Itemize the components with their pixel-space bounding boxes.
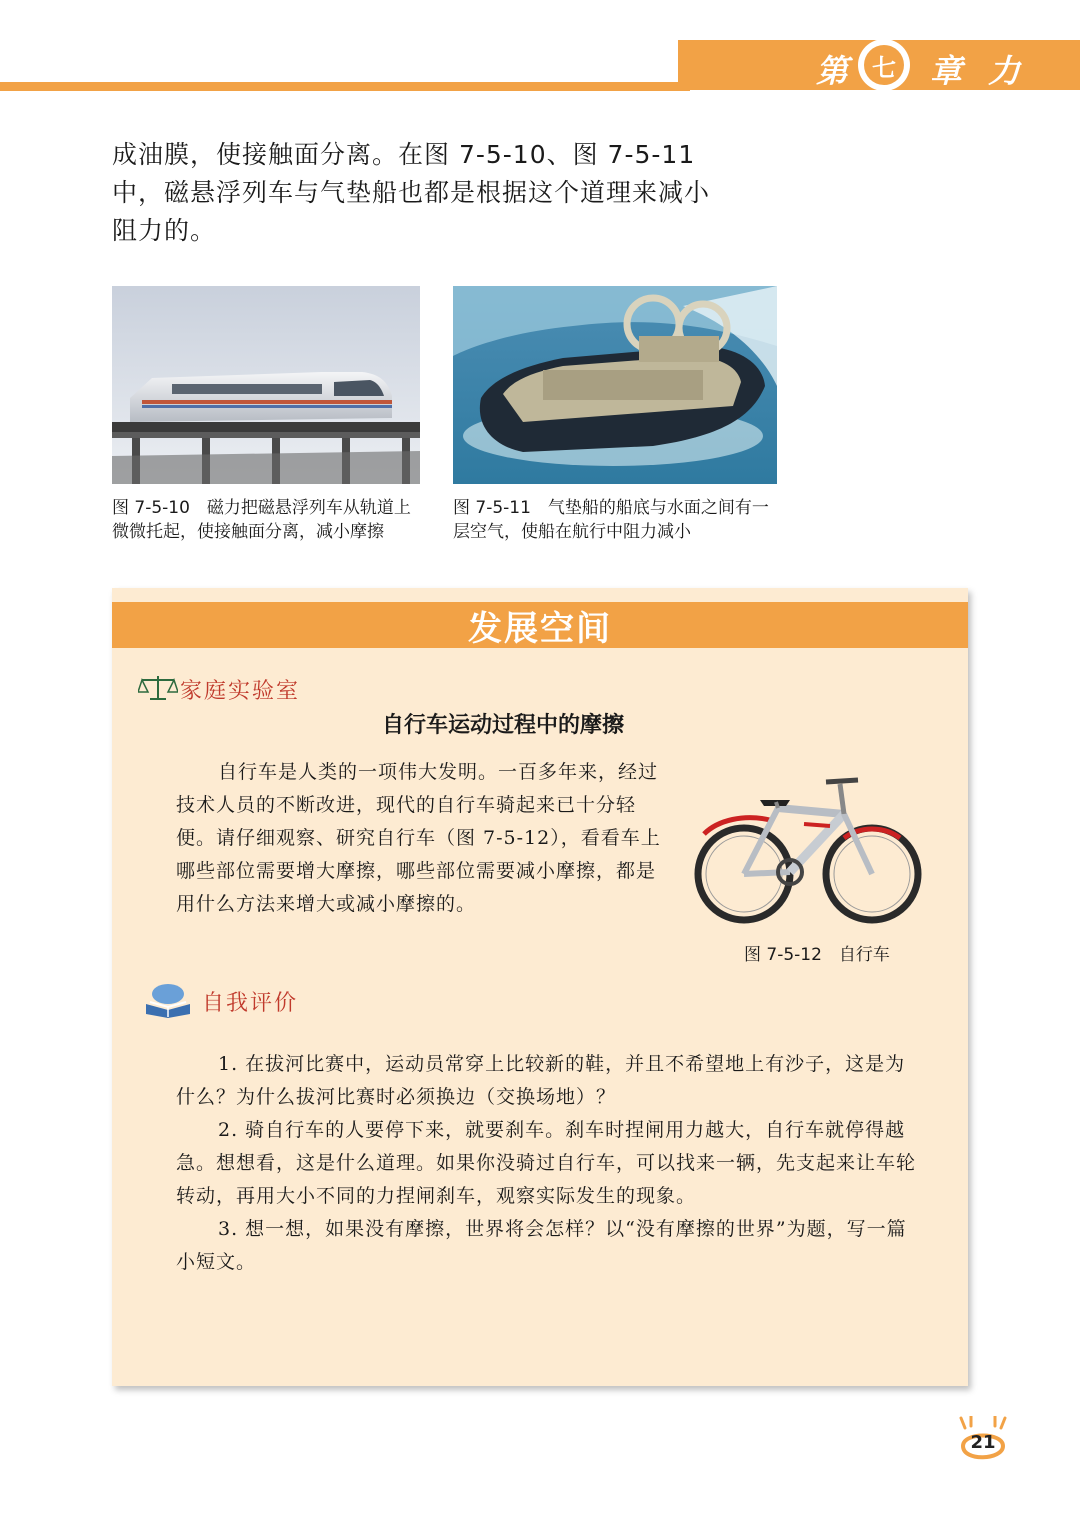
- page-number-badge: [955, 1416, 1011, 1466]
- chapter-prefix: 第: [816, 52, 849, 90]
- panel-title: 发展空间: [468, 608, 612, 649]
- home-lab-text: [176, 756, 666, 921]
- maglev-train-photo: [112, 286, 420, 484]
- panel-title-bar: [112, 602, 968, 648]
- self-eval-label: 自我评价: [202, 991, 299, 1016]
- chapter-name: 力: [988, 52, 1021, 90]
- chapter-header-tab: [678, 40, 1080, 90]
- figure-caption-bicycle: 图 7-5-12 自行车: [744, 945, 890, 965]
- question-item: 3. 想一想，如果没有摩擦，世界将会怎样？以“没有摩擦的世界”为题，写一篇小短文。: [176, 1218, 907, 1273]
- hovercraft-photo: [453, 286, 777, 484]
- home-lab-subtitle: 自行车运动过程中的摩擦: [382, 713, 625, 738]
- page-number: 21: [970, 1432, 996, 1453]
- chapter-suffix: 章: [930, 52, 963, 90]
- question-item: 1. 在拔河比赛中，运动员常穿上比较新的鞋，并且不希望地上有沙子，这是为什么？为什么拔河比赛时必须换边（交换场地）？: [176, 1053, 906, 1108]
- header-rule: [0, 82, 690, 91]
- figure-caption-hovercraft: 图 7-5-11 气垫船的船底与水面之间有一层空气，使船在航行中阻力减小: [453, 498, 769, 542]
- open-book-icon: [142, 982, 194, 1022]
- figure-caption-maglev: 图 7-5-10 磁力把磁悬浮列车从轨道上微微托起，使接触面分离，减小摩擦: [112, 498, 411, 542]
- chapter-number: 七: [864, 45, 904, 85]
- intro-paragraph: 成油膜，使接触面分离。在图 7-5-10、图 7-5-11 中，磁悬浮列车与气垫船也都是根据这个道理来减小阻力的。: [112, 140, 711, 245]
- home-lab-label: 家庭实验室: [180, 679, 301, 704]
- chapter-number-badge: [858, 39, 910, 91]
- bicycle-photo: [694, 764, 924, 930]
- self-eval-questions: [176, 1048, 922, 1279]
- balance-scale-icon: [138, 674, 178, 706]
- development-space-panel: [112, 588, 968, 1386]
- question-item: 2. 骑自行车的人要停下来，就要刹车。刹车时捏闸用力越大，自行车就停得越急。想想看，这是什么道理。如果你没骑过自行车，可以找来一辆，先支起来让车轮转动，再用大小不同的力捏闸刹车，观察实际发生的现象。: [176, 1119, 917, 1207]
- home-lab-paragraph: 自行车是人类的一项伟大发明。一百多年来，经过技术人员的不断改进，现代的自行车骑起来已十分轻便。请仔细观察、研究自行车（图 7-5-12），看看车上哪些部位需要增大摩擦，哪些部位需要减小摩擦，都是用什么方法来增大或减小摩擦的。: [176, 761, 661, 915]
